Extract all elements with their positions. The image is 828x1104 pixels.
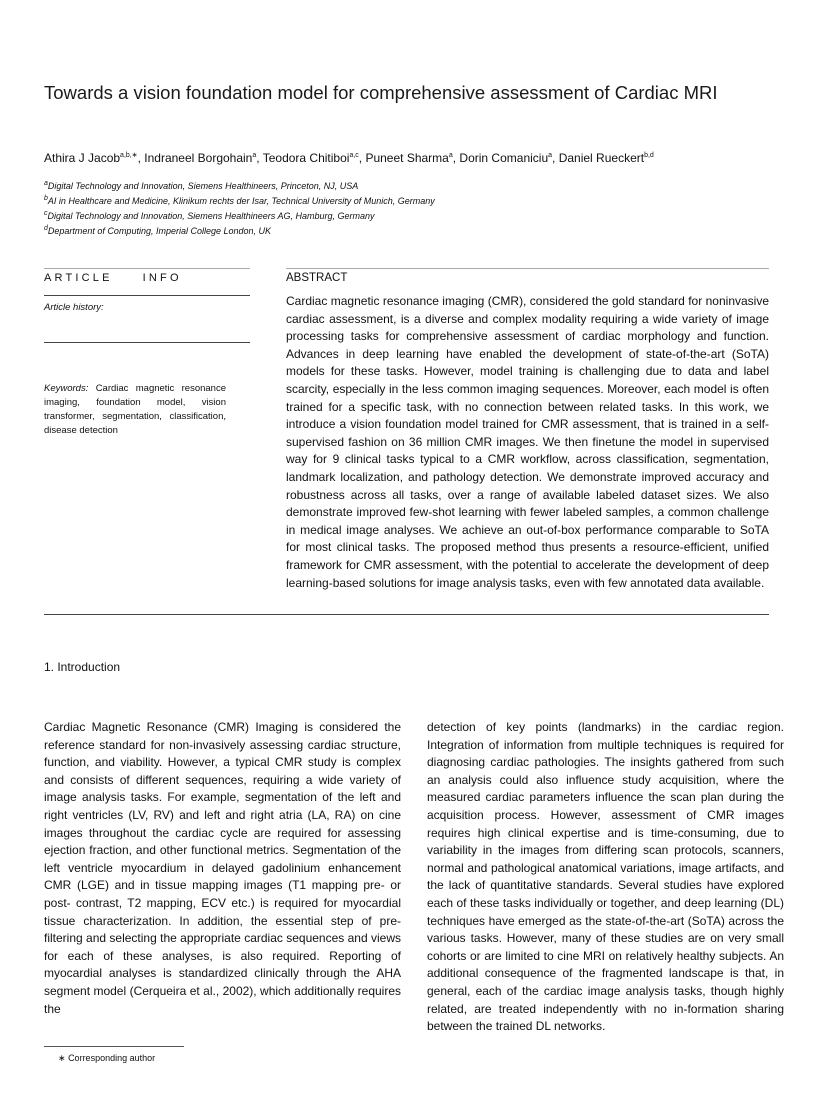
author-affiliation-mark: a bbox=[448, 152, 453, 159]
footnote-text: Corresponding author bbox=[68, 1053, 156, 1063]
article-history-label: Article history: bbox=[44, 302, 104, 313]
affiliation-text: Digital Technology and Innovation, Siemens Healthineers, Princeton, NJ, USA bbox=[47, 181, 359, 191]
abstract-bottom-rule bbox=[44, 614, 769, 615]
author-name: Dorin Comaniciu bbox=[459, 151, 549, 165]
body-column-right: detection of key points (landmarks) in the cardiac region. Integration of information from multiple techniques is required for diagnosing cardiac pathologies. The insights gathered from such an analysis could also influence study acquisition, where the measured cardiac parameters influence the scan plan during the acquisition process. However, assessment of CMR images requires high clinical expertise and is time-consuming, due to variability in the images from differing scan protocols, scanners, normal and pathological anatomical variations, image artifacts, and the lack of quantitative standards. Several studies have explored each of these tasks individually or together, and deep learning (DL) techniques have emerged as the state-of-the-art (SoTA) across the various tasks. However, many of these studies are on very small cohorts or are limited to cine MRI on relatively healthy subjects. An additional consequence of the fragmented landscape is that, in general, each of the cardiac image analysis tasks, though highly related, are treated independently with no in-formation sharing between the trained DL networks. bbox=[427, 720, 784, 1034]
affiliation-text: Department of Computing, Imperial College London, UK bbox=[47, 226, 272, 236]
affiliation-mark: b bbox=[44, 195, 48, 202]
body-column-left: Cardiac Magnetic Resonance (CMR) Imaging is considered the reference standard for non-invasively assessing cardiac structure, function, and viability. However, a typical CMR study is complex and consists of different sequences, requiring a wide variety of image analysis tasks. For example, segmentation of the left and right ventricles (LV, RV) and left and right atria (LA, RA) on cine images throughout the cardiac cycle are required for assessing ejection fraction, and other functional metrics. Segmentation of the left ventricle myocardium in delayed gadolinium enhancement CMR (LGE) and in tissue mapping images (T1 mapping pre- or post- contrast, T2 mapping, ECV etc.) is required for myocardial tissue characterization. In addition, the essential step of pre-filtering and selecting the appropriate cardiac sequences and views for each of these analyses, is also required. Reporting of myocardial analyses is standardized clinically through the AHA segment model (Cerqueira et al., 2002), which additionally requires the bbox=[44, 720, 401, 1016]
keywords-label: Keywords: bbox=[44, 383, 89, 394]
paper-title: Towards a vision foundation model for comprehensive assessment of Cardiac MRI bbox=[44, 82, 718, 103]
affiliation-mark: c bbox=[44, 210, 48, 217]
affiliation bbox=[44, 210, 744, 222]
article-info-heading bbox=[44, 272, 182, 284]
affiliation bbox=[44, 225, 744, 237]
section-heading-introduction: 1. Introduction bbox=[44, 660, 121, 674]
author-affiliation-mark: b,d bbox=[644, 152, 654, 159]
footnote-mark: ∗ bbox=[58, 1053, 66, 1063]
footnote-rule bbox=[44, 1046, 184, 1047]
article-info-divider bbox=[44, 295, 250, 296]
author-list: Athira J Jacob$^{a,b,∗}$, Indraneel Borgohain$^a$, Teodora Chitiboi$^{a,c}$, Puneet Sharma$^a$, Dorin Comaniciu$^a$, Daniel Rueckert$^{b,d}$ bbox=[44, 151, 654, 165]
author-affiliation-mark: a,c bbox=[349, 152, 359, 159]
keywords-block bbox=[44, 382, 226, 438]
author-name: Daniel Rueckert bbox=[558, 151, 645, 165]
author-name: Puneet Sharma bbox=[365, 151, 449, 165]
affiliation bbox=[44, 195, 744, 207]
article-info-heading-word: ARTICLE bbox=[44, 272, 113, 284]
author-affiliation-mark: a bbox=[548, 152, 553, 159]
affiliation-mark: a bbox=[44, 180, 48, 187]
author-affiliation-mark: a,b,∗ bbox=[120, 152, 138, 159]
article-info-heading-word: INFO bbox=[142, 272, 182, 284]
article-info-top-rule bbox=[44, 268, 250, 269]
affiliation-mark: d bbox=[44, 225, 48, 232]
author-name: Indraneel Borgohain bbox=[144, 151, 253, 165]
author-name: Athira J Jacob bbox=[44, 151, 121, 165]
footnote bbox=[58, 1053, 155, 1064]
author-name: Teodora Chitiboi bbox=[262, 151, 350, 165]
affiliation-text: Digital Technology and Innovation, Siemens Healthineers AG, Hamburg, Germany bbox=[47, 211, 375, 221]
abstract-text: Cardiac magnetic resonance imaging (CMR), considered the gold standard for noninvasive cardiac assessment, is a diverse and complex modality requiring a wide variety of image processing tasks for comprehensive assessment of cardiac morphology and function. Advances in deep learning have enabled the development of state-of-the-art (SoTA) models for these tasks. However, model training is challenging due to data and label scarcity, especially in the less common imaging sequences. Moreover, each model is often trained for a specific task, with no connection between related tasks. In this work, we introduce a vision foundation model trained for CMR assessment, that is trained in a self-supervised fashion on 36 million CMR images. We then finetune the model in supervised way for 9 clinical tasks typical to a CMR workflow, across classification, segmentation, landmark localization, and pathology detection. We demonstrate improved accuracy and robustness across all tasks, over a range of available labeled dataset sizes. We also demonstrate improved few-shot learning with fewer labeled samples, a common challenge in medical image analyses. We achieve an out-of-box performance comparable to SoTA for most clinical tasks. The proposed method thus presents a resource-efficient, unified framework for CMR assessment, with the potential to accelerate the development of deep learning-based solutions for image analysis tasks, even with few annotated data available. bbox=[286, 294, 769, 590]
affiliation bbox=[44, 180, 744, 192]
author-affiliation-mark: a bbox=[252, 152, 257, 159]
abstract-top-rule bbox=[286, 268, 769, 269]
keywords-text: Cardiac magnetic resonance imaging, foundation model, vision transformer, segmentation, classification, disease detection bbox=[44, 383, 226, 436]
history-divider bbox=[44, 342, 250, 343]
affiliation-text: AI in Healthcare and Medicine, Klinikum rechts der Isar, Technical University of Munich, Germany bbox=[47, 196, 435, 206]
abstract-heading: ABSTRACT bbox=[286, 272, 348, 284]
